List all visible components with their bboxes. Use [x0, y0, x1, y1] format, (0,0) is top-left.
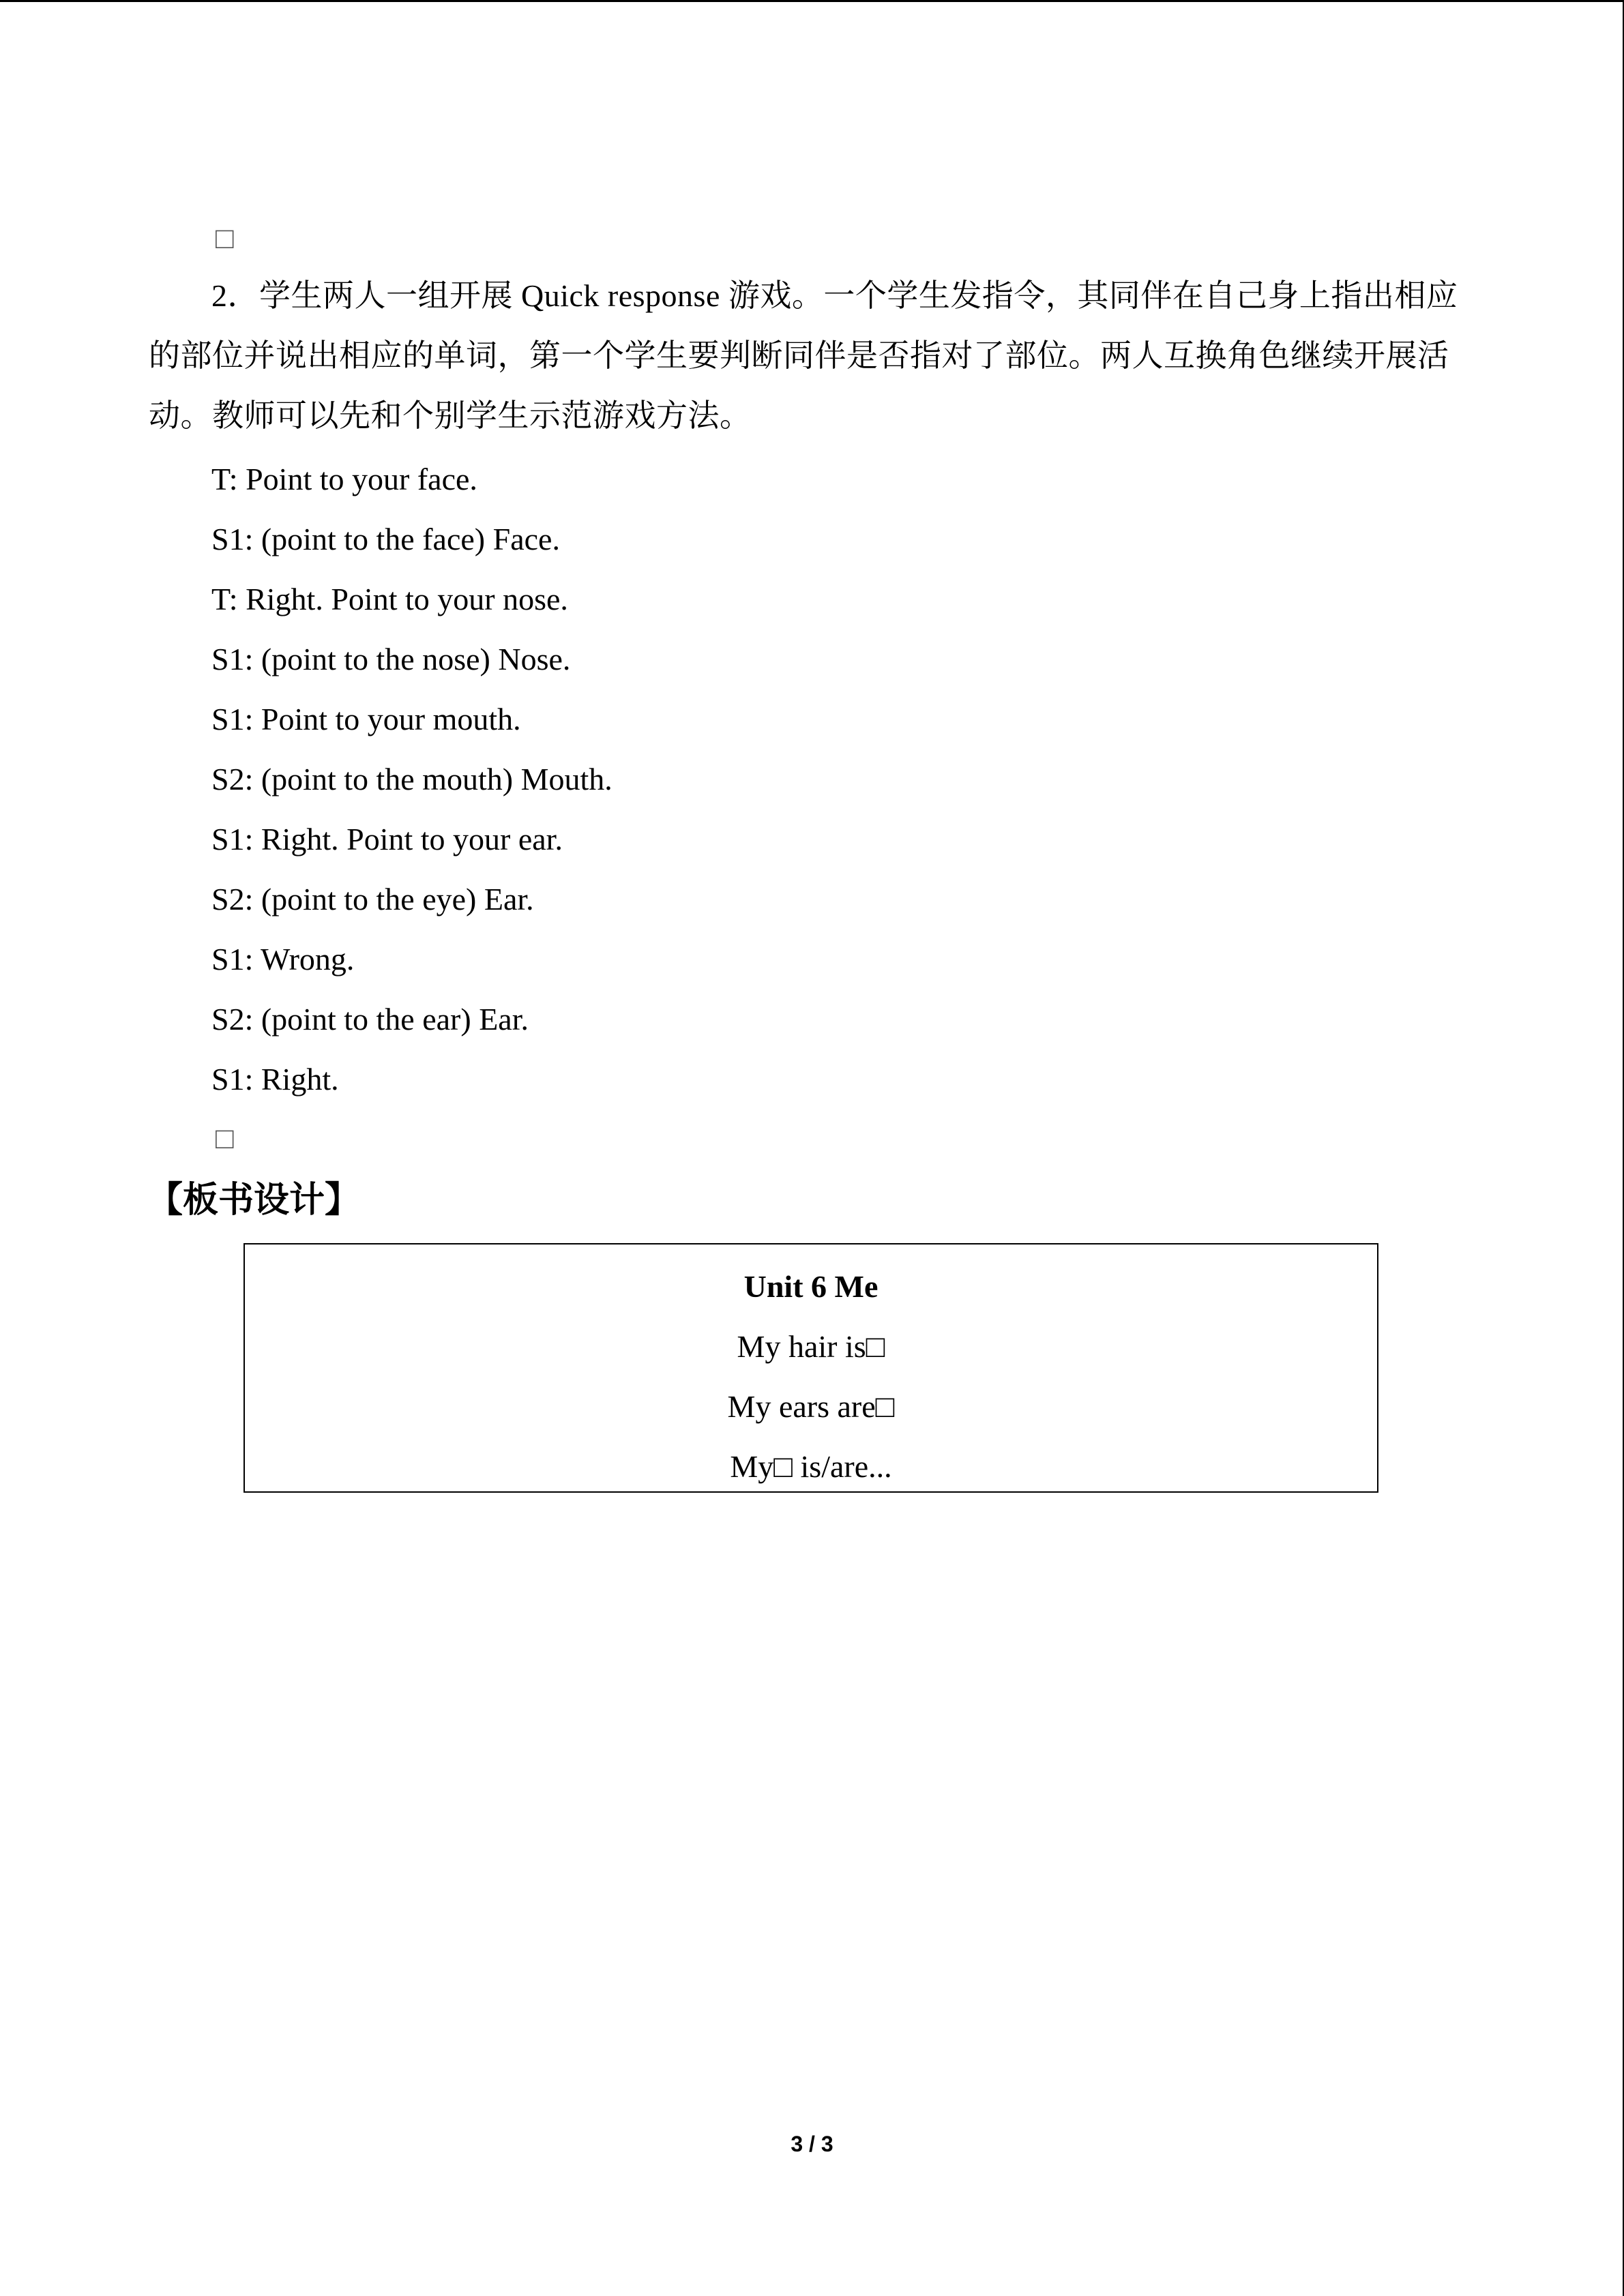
dialog-line-2: S1: (point to the face) Face.: [211, 522, 560, 556]
board-line-3: My□ is/are...: [730, 1449, 892, 1484]
board-line-1: My hair is□: [737, 1329, 885, 1364]
dialog-line-7: S1: Right. Point to your ear.: [211, 822, 563, 856]
page-number: 3 / 3: [791, 2132, 833, 2156]
board-line-2: My ears are□: [727, 1389, 895, 1424]
board-design-heading: 【板书设计】: [147, 1180, 361, 1221]
dialog-line-9: S1: Wrong.: [211, 942, 355, 976]
dialog-line-3: T: Right. Point to your nose.: [211, 582, 568, 616]
dialog-line-8: S2: (point to the eye) Ear.: [211, 882, 534, 916]
dialog-line-10: S2: (point to the ear) Ear.: [211, 1002, 529, 1037]
board-title: Unit 6 Me: [743, 1269, 879, 1304]
dialog-line-6: S2: (point to the mouth) Mouth.: [211, 762, 612, 796]
activity-paragraph: 2．学生两人一组开展 Quick response 游戏。一个学生发指令，其同伴在自己身上指出相应的部位并说出相应的单词，第一个学生要判断同伴是否指对了部位。两人互换角色继续开展活动。教师可以先和个别学生示范游戏方法。: [149, 278, 1458, 433]
dialog-line-5: S1: Point to your mouth.: [211, 702, 521, 736]
bottom-placeholder-glyph: □: [216, 1122, 234, 1155]
dialog-line-1: T: Point to your face.: [211, 462, 477, 496]
top-placeholder-glyph: □: [216, 222, 234, 255]
board-design-box: [243, 1243, 1378, 1493]
dialog-line-4: S1: (point to the nose) Nose.: [211, 642, 571, 676]
page-top-border: [0, 0, 1624, 2]
dialog-line-11: S1: Right.: [211, 1062, 339, 1097]
